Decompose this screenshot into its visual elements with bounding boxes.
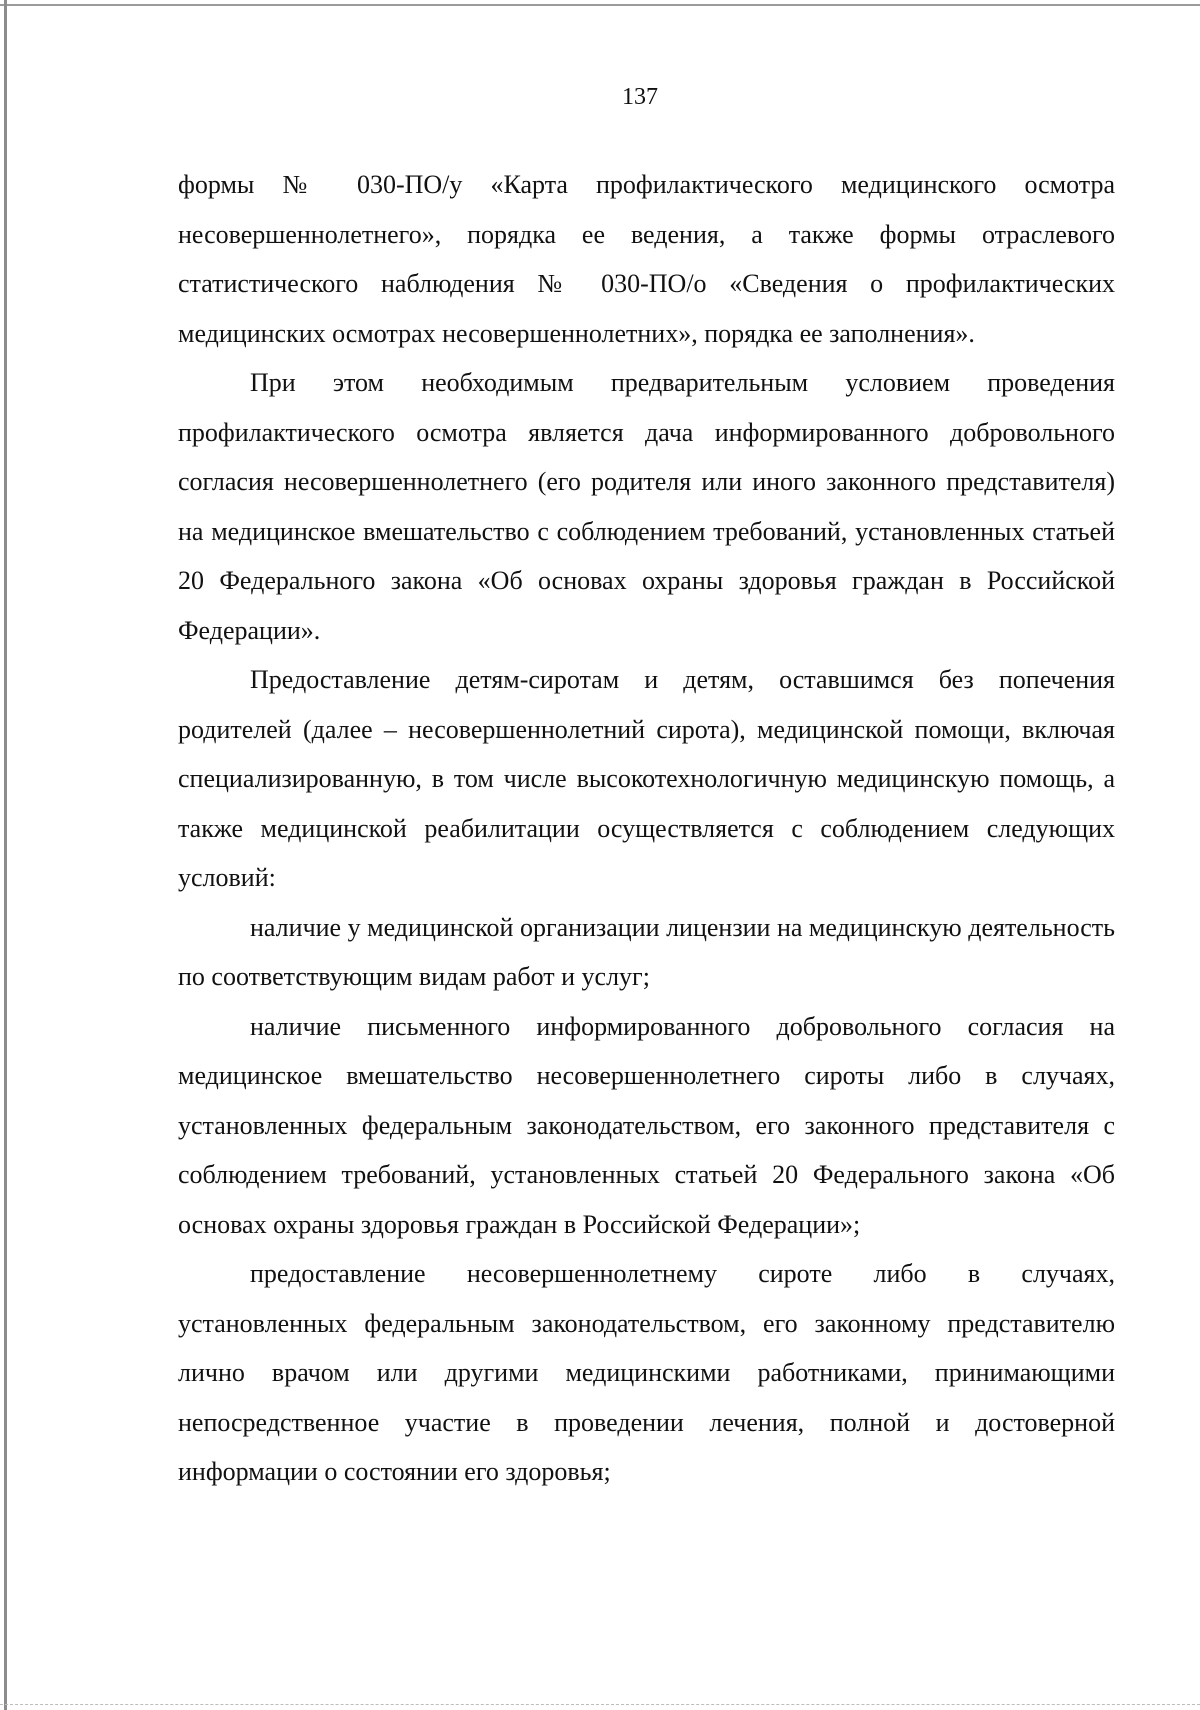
scan-edge-bottom [0,1704,1200,1705]
paragraph-continuation: формы № 030-ПО/у «Карта профилактического медицинского осмотра несовершеннолетнего», порядка ее ведения, а также формы отраслевого статистического наблюдения № 030-ПО/о «Сведения о профилактических медицинских осмотрах несовершеннолетних», порядка ее заполнения». [178,170,1115,348]
scan-edge-left [4,0,7,1710]
page-number: 137 [622,84,658,110]
paragraph-consent-condition: При этом необходимым предварительным условием проведения профилактического осмотра является дача информированного добровольного согласия несовершеннолетнего (его родителя или иного законного представителя) на медицинское вмешательство с соблюдением требований, установленных статьей 20 Федерального закона «Об основах охраны здоровья граждан в Российской Федерации». [178,368,1115,645]
paragraph-written-consent-condition: наличие письменного информированного добровольного согласия на медицинское вмешательство несовершеннолетнего сироты либо в случаях, установленных федеральным законодательством, его законного представителя с соблюдением требований, установленных статьей 20 Федерального закона «Об основах охраны здоровья граждан в Российской Федерации»; [178,1011,1115,1239]
paragraph-information-condition: предоставление несовершеннолетнему сироте либо в случаях, установленных федеральным законодательством, его законному представителю лично врачом или другими медицинскими работниками, принимающими непосредственное участие в проведении лечения, полной и достоверной информации о состоянии его здоровья; [178,1259,1115,1486]
paragraph-license-condition: наличие у медицинской организации лицензии на медицинскую деятельность по соответствующим видам работ и услуг; [178,912,1115,991]
scan-edge-top [0,4,1200,6]
document-body [178,160,1115,1497]
paragraph-orphan-care: Предоставление детям-сиротам и детям, оставшимся без попечения родителей (далее – несовершеннолетний сирота), медицинской помощи, включая специализированную, в том числе высокотехнологичную медицинскую помощь, а также медицинской реабилитации осуществляется с соблюдением следующих условий: [178,665,1115,892]
